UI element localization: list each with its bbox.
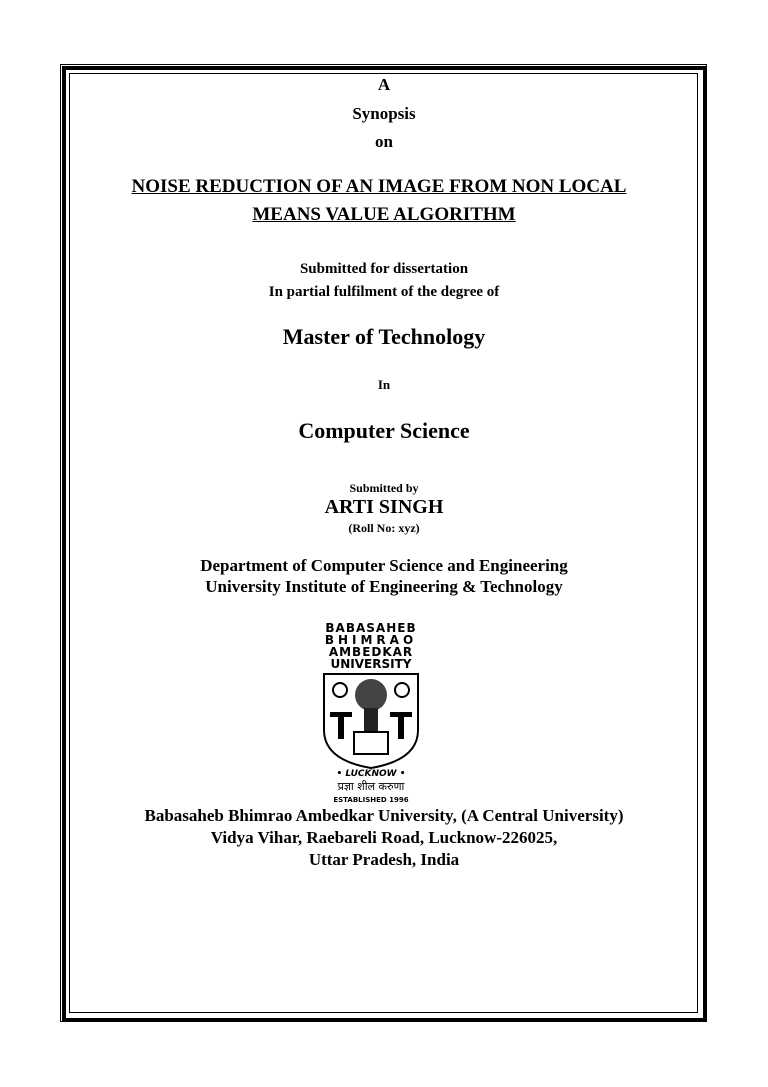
svg-text:UNIVERSITY: UNIVERSITY (330, 657, 412, 671)
title-line-2: MEANS VALUE ALGORITHM (252, 204, 516, 225)
degree: Master of Technology (282, 324, 486, 349)
svg-text:• LUCKNOW •: • LUCKNOW • (336, 769, 406, 779)
department: Department of Computer Science and Engineering (200, 556, 568, 575)
address-line-1: Babasaheb Bhimrao Ambedkar University, (A Central University) (144, 806, 624, 825)
author-name: ARTI SINGH (324, 496, 444, 518)
svg-text:BABASAHEB: BABASAHEB (325, 621, 417, 635)
svg-text:AMBEDKAR: AMBEDKAR (328, 645, 414, 659)
title-line-1: NOISE REDUCTION OF AN IMAGE FROM NON LOCAL (131, 176, 627, 197)
in-label: In (377, 377, 391, 392)
address-line-3: Uttar Pradesh, India (308, 850, 460, 869)
address-line-2: Vidya Vihar, Raebareli Road, Lucknow-226025, (210, 828, 558, 847)
svg-text:प्रज्ञा शील करुणा: प्रज्ञा शील करुणा (337, 780, 405, 793)
line-a: A (377, 75, 391, 94)
svg-text:BHIMRAO: BHIMRAO (324, 633, 418, 647)
institute: University Institute of Engineering & Technology (205, 577, 563, 596)
svg-text:ESTABLISHED 1996: ESTABLISHED 1996 (333, 796, 409, 804)
submitted-by: Submitted by (349, 481, 419, 495)
subject: Computer Science (298, 418, 470, 443)
university-logo (316, 620, 426, 811)
partial-fulfilment: In partial fulfilment of the degree of (268, 284, 500, 300)
synopsis-label: Synopsis (352, 104, 416, 123)
on-label: on (375, 132, 393, 151)
roll-number: (Roll No: xyz) (348, 521, 420, 535)
submitted-for: Submitted for dissertation (299, 261, 469, 277)
